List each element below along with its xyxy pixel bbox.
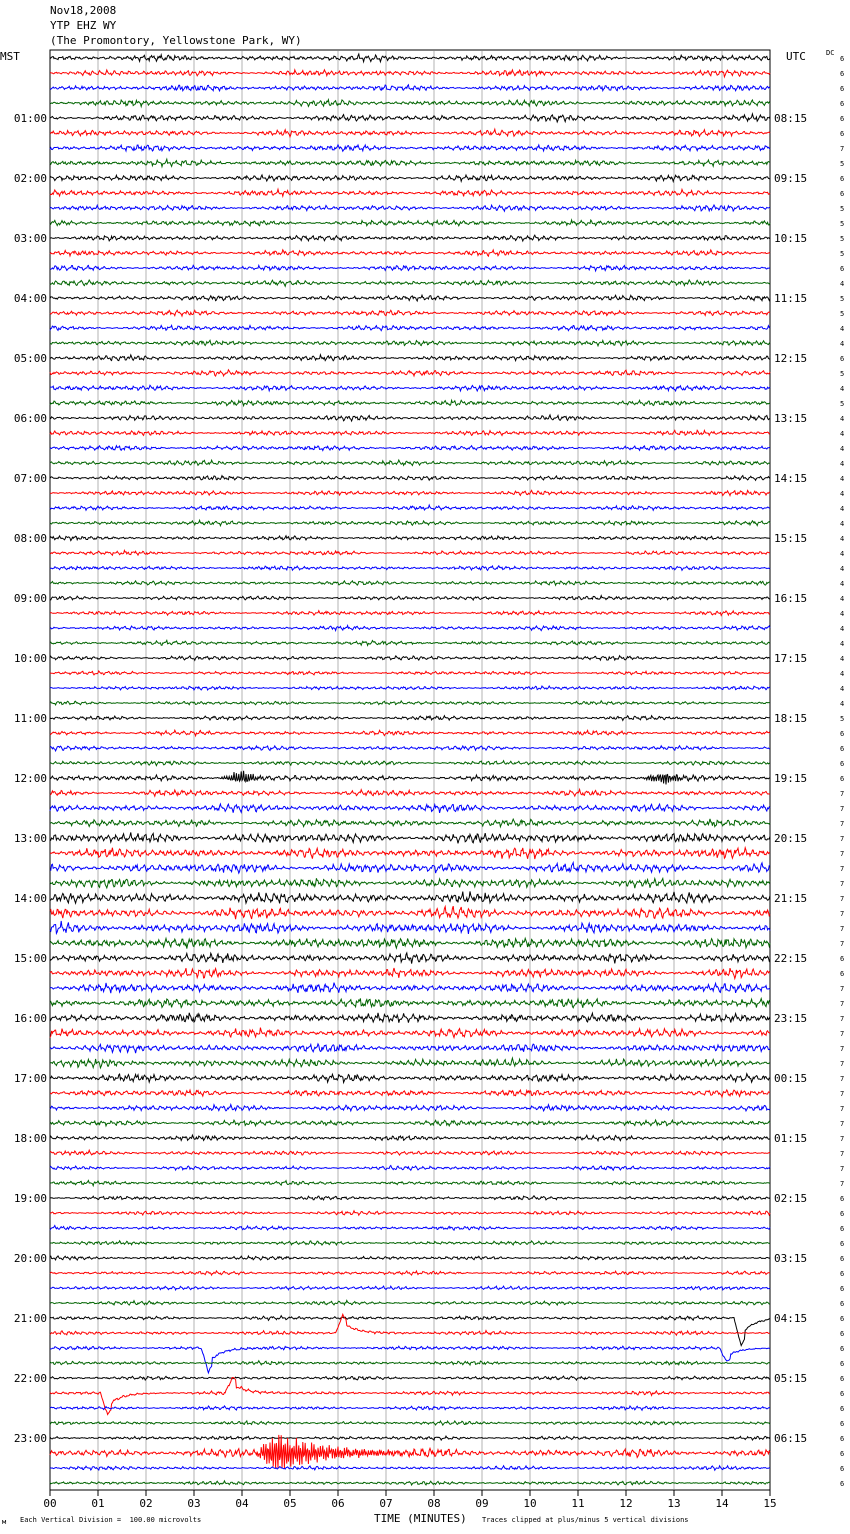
dc-value: 6 [840,1330,845,1338]
dc-value: 4 [840,565,845,573]
dc-value: 6 [840,1420,845,1428]
dc-value: 6 [840,1315,845,1323]
dc-value: 7 [840,805,845,813]
utc-hour-label: 22:15 [774,952,808,965]
mst-hour-label: 15:00 [13,952,47,965]
dc-value: 7 [840,1105,845,1113]
dc-value: 7 [840,1075,845,1083]
seismic-trace [50,1241,770,1245]
dc-value: 6 [840,1480,845,1488]
dc-value: 6 [840,115,845,123]
seismic-trace [50,1120,770,1126]
seismic-trace [50,476,770,481]
dc-value: 6 [840,1435,845,1443]
dc-value: 7 [840,1135,845,1143]
x-tick-label: 08 [427,1497,441,1510]
mst-hour-label: 05:00 [13,352,47,365]
seismic-trace [50,189,770,196]
seismic-trace [50,1044,770,1053]
left-zone-label: MST [0,50,20,63]
dc-value: 5 [840,310,845,318]
seismic-trace [50,640,770,645]
dc-value: 4 [840,460,845,468]
seismic-trace [50,938,770,948]
seismic-trace [50,1286,770,1290]
header-location: (The Promontory, Yellowstone Park, WY) [50,34,302,47]
x-tick-label: 01 [91,1497,105,1510]
seismic-trace [50,1166,770,1171]
seismic-trace [50,460,770,466]
mst-hour-label: 01:00 [13,112,47,125]
dc-value: 5 [840,295,845,303]
dc-value: 7 [840,820,845,828]
seismic-trace [50,848,770,859]
seismic-trace [50,295,770,301]
seismic-trace [50,983,770,994]
seismic-trace [50,1028,770,1038]
dc-value: 4 [840,475,845,483]
dc-value: 7 [840,865,845,873]
dc-value: 7 [840,880,845,888]
seismic-trace [50,310,770,316]
seismic-trace [50,129,770,137]
seismic-trace [50,385,770,391]
seismic-trace [50,159,770,166]
mst-hour-label: 14:00 [13,892,47,905]
mst-hour-label: 13:00 [13,832,47,845]
dc-value: 4 [840,670,845,678]
dc-value: 7 [840,1060,845,1068]
utc-hour-label: 20:15 [774,832,808,845]
x-tick-label: 06 [331,1497,345,1510]
seismic-trace [50,596,770,600]
seismic-trace [50,1211,770,1215]
seismic-trace [50,1090,770,1097]
dc-value: 5 [840,715,845,723]
utc-hour-label: 18:15 [774,712,808,725]
seismic-trace [50,250,770,256]
mst-hour-label: 18:00 [13,1132,47,1145]
x-tick-label: 09 [475,1497,489,1510]
utc-hour-label: 13:15 [774,412,808,425]
scale-note: Each Vertical Division = 100.00 microvolts [20,1516,202,1524]
dc-value: 7 [840,790,845,798]
seismic-trace [50,1316,770,1346]
seismic-trace [50,1376,770,1380]
dc-value: 7 [840,1000,845,1008]
seismic-trace [50,1105,770,1111]
mst-hour-label: 20:00 [13,1252,47,1265]
dc-value: 4 [840,430,845,438]
seismic-trace [50,863,770,874]
x-tick-label: 02 [139,1497,153,1510]
mst-hour-label: 22:00 [13,1372,47,1385]
utc-hour-label: 09:15 [774,172,808,185]
seismic-trace [50,921,770,934]
seismic-trace [50,70,770,77]
seismic-trace [50,205,770,211]
mst-hour-label: 06:00 [13,412,47,425]
seismic-trace [50,804,770,813]
seismic-trace [50,325,770,330]
seismic-trace [50,1466,770,1471]
seismic-trace [50,1058,770,1068]
mst-hour-label: 11:00 [13,712,47,725]
dc-value: 6 [840,1225,845,1233]
x-tick-label: 00 [43,1497,57,1510]
dc-value: 6 [840,355,845,363]
seismic-trace [50,968,770,979]
seismic-trace [50,114,770,122]
seismic-trace [50,671,770,675]
dc-value: 5 [840,220,845,228]
utc-hour-label: 16:15 [774,592,808,605]
utc-hour-label: 02:15 [774,1192,808,1205]
seismic-trace [50,656,770,661]
seismic-trace [50,1013,770,1023]
seismic-trace [50,100,770,107]
dc-value: 7 [840,925,845,933]
seismic-trace [50,581,770,586]
seismic-trace [50,1074,770,1083]
dc-value: 6 [840,190,845,198]
dc-value: 4 [840,595,845,603]
seismic-trace [50,878,770,888]
seismic-trace [50,520,770,525]
dc-value: 6 [840,1450,845,1458]
utc-hour-label: 21:15 [774,892,808,905]
dc-value: 7 [840,1090,845,1098]
x-tick-label: 04 [235,1497,249,1510]
dc-value: 4 [840,445,845,453]
seismic-trace [50,415,770,421]
utc-hour-label: 10:15 [774,232,808,245]
dc-value: 6 [840,1465,845,1473]
seismic-trace [50,536,770,541]
utc-hour-label: 05:15 [774,1372,808,1385]
seismic-trace [50,1271,770,1275]
utc-hour-label: 08:15 [774,112,808,125]
dc-value: 4 [840,700,845,708]
utc-hour-label: 17:15 [774,652,808,665]
seismic-trace [50,891,770,903]
mst-hour-label: 12:00 [13,772,47,785]
seismic-trace [50,1135,770,1141]
dc-value: 6 [840,85,845,93]
seismic-trace [50,370,770,376]
dc-value: 6 [840,760,845,768]
dc-value: 7 [840,910,845,918]
seismic-trace [50,998,770,1007]
clip-note: Traces clipped at plus/minus 5 vertical divisions [482,1516,689,1524]
dc-value: 6 [840,1195,845,1203]
utc-hour-label: 03:15 [774,1252,808,1265]
utc-hour-label: 06:15 [774,1432,808,1445]
dc-value: 5 [840,235,845,243]
seismic-trace [50,430,770,435]
dc-value: 7 [840,1030,845,1038]
seismic-trace [50,400,770,405]
mst-hour-label: 03:00 [13,232,47,245]
dc-value: 6 [840,1360,845,1368]
x-tick-label: 05 [283,1497,297,1510]
seismic-trace [50,701,770,705]
seismic-trace [50,145,770,151]
mst-hour-label: 17:00 [13,1072,47,1085]
mst-hour-label: 10:00 [13,652,47,665]
seismic-trace [50,235,770,241]
utc-hour-label: 04:15 [774,1312,808,1325]
dc-value: 6 [840,1390,845,1398]
header-date: Nov18,2008 [50,4,117,17]
mst-hour-label: 08:00 [13,532,47,545]
seismic-trace [50,611,770,616]
dc-value: 6 [840,1255,845,1263]
dc-value: 7 [840,145,845,153]
dc-value: 7 [840,1150,845,1158]
x-tick-label: 03 [187,1497,201,1510]
mst-hour-label: 02:00 [13,172,47,185]
dc-value: 4 [840,625,845,633]
seismic-trace [50,1150,770,1155]
dc-value: 4 [840,280,845,288]
dc-value: 4 [840,385,845,393]
dc-value: 4 [840,655,845,663]
dc-value: 4 [840,610,845,618]
dc-value: 4 [840,580,845,588]
x-tick-label: 15 [763,1497,777,1510]
seismic-trace [50,832,770,843]
seismic-trace [50,953,770,964]
dc-value: 6 [840,775,845,783]
seismic-trace [50,85,770,91]
dc-value: 4 [840,415,845,423]
utc-hour-label: 15:15 [774,532,808,545]
mst-hour-label: 09:00 [13,592,47,605]
dc-value: 6 [840,1270,845,1278]
seismic-trace [50,1435,770,1469]
mst-hour-label: 04:00 [13,292,47,305]
seismic-trace [50,1421,770,1425]
x-tick-label: 12 [619,1497,633,1510]
corner-mark: м [2,1518,7,1526]
x-tick-label: 13 [667,1497,681,1510]
mst-hour-label: 07:00 [13,472,47,485]
dc-value: 5 [840,400,845,408]
seismic-trace [50,730,770,736]
mst-hour-label: 19:00 [13,1192,47,1205]
dc-value: 4 [840,685,845,693]
dc-value: 5 [840,250,845,258]
x-tick-label: 11 [571,1497,585,1510]
dc-label: DC [826,49,835,57]
dc-value: 7 [840,985,845,993]
seismic-trace [50,1226,770,1231]
x-tick-label: 10 [523,1497,537,1510]
dc-value: 7 [840,1015,845,1023]
dc-value: 6 [840,175,845,183]
seismic-trace [50,626,770,631]
dc-value: 4 [840,640,845,648]
mst-hour-label: 16:00 [13,1012,47,1025]
dc-value: 4 [840,340,845,348]
seismic-trace [50,1481,770,1485]
dc-value: 6 [840,70,845,78]
utc-hour-label: 12:15 [774,352,808,365]
seismic-trace [50,220,770,226]
x-axis-title: TIME (MINUTES) [374,1512,467,1525]
seismic-trace [50,1256,770,1260]
seismic-trace [50,716,770,721]
seismic-trace [50,1378,770,1415]
dc-value: 4 [840,505,845,513]
dc-value: 4 [840,520,845,528]
dc-value: 4 [840,550,845,558]
seismic-trace [50,566,770,571]
seismic-trace [50,819,770,827]
dc-value: 6 [840,730,845,738]
dc-value: 6 [840,1405,845,1413]
mst-hour-label: 23:00 [13,1432,47,1445]
seismic-trace [50,1181,770,1186]
utc-hour-label: 19:15 [774,772,808,785]
dc-value: 5 [840,205,845,213]
dc-value: 5 [840,370,845,378]
dc-value: 7 [840,1120,845,1128]
utc-hour-label: 14:15 [774,472,808,485]
seismic-trace [50,761,770,766]
dc-value: 4 [840,325,845,333]
dc-value: 6 [840,1300,845,1308]
seismic-trace [50,746,770,751]
seismic-trace [50,355,770,361]
utc-hour-label: 01:15 [774,1132,808,1145]
dc-value: 7 [840,1165,845,1173]
seismic-trace [50,550,770,555]
dc-value: 6 [840,955,845,963]
utc-hour-label: 00:15 [774,1072,808,1085]
dc-value: 7 [840,895,845,903]
seismic-trace [50,54,770,62]
header-station: YTP EHZ WY [50,19,117,32]
x-tick-label: 14 [715,1497,729,1510]
dc-value: 6 [840,55,845,63]
mst-hour-label: 21:00 [13,1312,47,1325]
dc-value: 7 [840,850,845,858]
dc-value: 6 [840,265,845,273]
seismic-trace [50,280,770,286]
seismic-trace [50,686,770,690]
seismic-trace [50,906,770,919]
right-zone-label: UTC [786,50,806,63]
dc-value: 6 [840,130,845,138]
x-tick-label: 07 [379,1497,393,1510]
seismic-trace [50,1436,770,1440]
seismic-trace [50,446,770,451]
dc-value: 7 [840,1180,845,1188]
dc-value: 6 [840,970,845,978]
dc-value: 6 [840,100,845,108]
utc-hour-label: 11:15 [774,292,808,305]
dc-value: 4 [840,535,845,543]
dc-value: 5 [840,160,845,168]
dc-value: 6 [840,1375,845,1383]
dc-value: 7 [840,940,845,948]
utc-hour-label: 23:15 [774,1012,808,1025]
seismic-trace [50,789,770,796]
seismic-trace [50,1301,770,1306]
dc-value: 7 [840,1045,845,1053]
seismic-trace [50,265,770,271]
seismic-trace [50,1406,770,1410]
dc-value: 6 [840,1240,845,1248]
seismic-trace [50,175,770,181]
dc-value: 7 [840,835,845,843]
dc-value: 6 [840,1210,845,1218]
seismic-trace [50,490,770,495]
seismic-trace [50,340,770,346]
seismic-trace [50,1346,770,1373]
dc-value: 6 [840,1345,845,1353]
seismic-trace [50,505,770,510]
seismic-trace [50,1196,770,1200]
dc-value: 4 [840,490,845,498]
seismic-trace [50,1361,770,1365]
dc-value: 6 [840,745,845,753]
dc-value: 6 [840,1285,845,1293]
seismic-trace [50,771,770,785]
